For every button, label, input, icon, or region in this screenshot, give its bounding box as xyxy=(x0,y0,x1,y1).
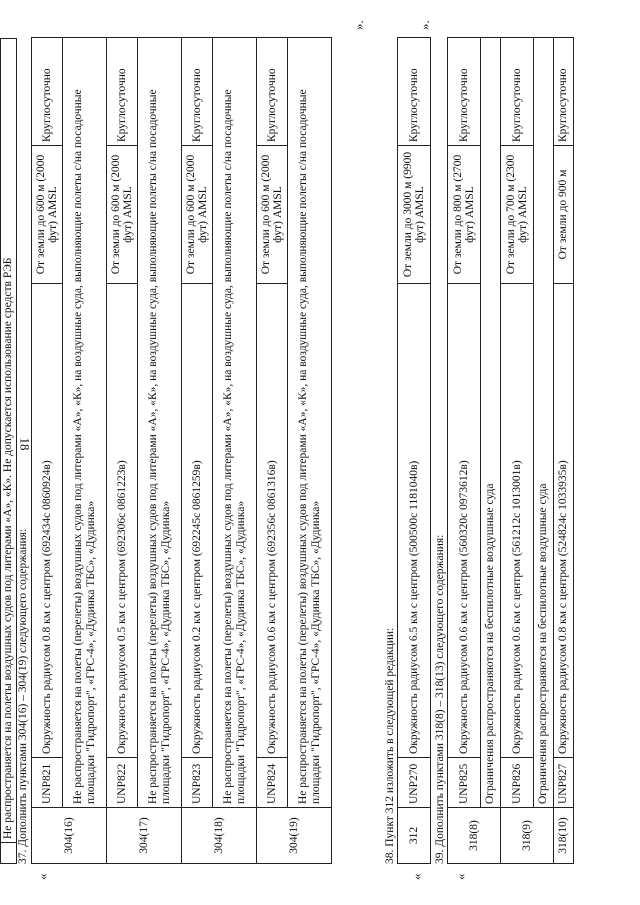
restriction-note: Не распространяется на полеты (перелеты) воздушных судов под литерами «А», «К», на воздушные суда, выполняющие полеты с/на посадочные площадки "Гидропорт", «ГРС-4», «Дудинка ТБС», «Дудинка» xyxy=(63,38,107,808)
zone-description: Окружность радиусом 0.5 км с центром (692306с 0861223в) xyxy=(107,284,138,758)
time-of-operation: Круглосуточно xyxy=(448,38,481,146)
zone-code: UNP821 xyxy=(32,758,63,808)
altitude-limit: От земли до 600 м (2000 фут) AMSL xyxy=(107,146,138,284)
zone-description: Окружность радиусом 0.8 км с центром (692434с 0860924в) xyxy=(32,284,63,758)
section-37-title: 37. Дополнить пунктами 304(16) – 304(19) следующего содержания: xyxy=(17,528,29,864)
close-quote: ». xyxy=(351,20,366,30)
row-number: 318(8) xyxy=(448,808,501,864)
zone-code: UNP827 xyxy=(554,758,574,808)
table-row xyxy=(1,39,17,864)
table-row xyxy=(288,38,332,864)
row-number: 318(9) xyxy=(501,808,554,864)
close-quote: ». xyxy=(417,20,432,30)
zone-description: Окружность радиусом 0.6 км с центром (561212с 1013001в) xyxy=(501,284,534,758)
zone-description: Окружность радиусом 0.2 км с центром (692245с 0861259в) xyxy=(182,284,213,758)
section-38-title: 38. Пункт 312 изложить в следующей редакции: xyxy=(384,627,396,864)
zone-description: Окружность радиусом 0.6 км с центром (560320с 0973612в) xyxy=(448,284,481,758)
time-of-operation: Круглосуточно xyxy=(501,38,534,146)
table-row xyxy=(501,38,534,864)
time-of-operation: Круглосуточно xyxy=(398,38,431,146)
open-quote: « xyxy=(409,873,424,880)
zone-code: UNP823 xyxy=(182,758,213,808)
restriction-note: Не распространяется на полеты (перелеты) воздушных судов под литерами «А», «К», на воздушные суда, выполняющие полеты с/на посадочные площадки "Гидропорт", «ГРС-4», «Дудинка ТБС», «Дудинка» xyxy=(288,38,332,808)
table-row xyxy=(554,38,574,864)
altitude-limit: От земли до 600 м (2000 фут) AMSL xyxy=(182,146,213,284)
open-quote: « xyxy=(453,873,468,880)
section-38-table xyxy=(397,37,431,864)
restriction-note: Не распространяется на полеты (перелеты) воздушных судов под литерами «А», «К», на воздушные суда, выполняющие полеты с/на посадочные площадки "Гидропорт", «ГРС-4», «Дудинка ТБС», «Дудинка» xyxy=(213,38,257,808)
restriction-note: Ограничения распространяются на беспилотные воздушные суда xyxy=(534,38,554,808)
altitude-limit: От земли до 700 м (2300 фут) AMSL xyxy=(501,146,534,284)
table-row xyxy=(138,38,182,864)
table-row xyxy=(257,38,288,864)
table-row xyxy=(63,38,107,864)
zone-description: Окружность радиусом 0.6 км с центром (692356с 0861316в) xyxy=(257,284,288,758)
altitude-limit: От земли до 600 м (2000 фут) AMSL xyxy=(257,146,288,284)
page-number: 18 xyxy=(17,437,33,451)
zone-code: UNP822 xyxy=(107,758,138,808)
restriction-note: Не распространяется на полеты (перелеты) воздушных судов под литерами «А», «К», на воздушные суда, выполняющие полеты с/на посадочные площадки "Гидропорт", «ГРС-4», «Дудинка ТБС», «Дудинка» xyxy=(138,38,182,808)
table-row xyxy=(107,38,138,864)
zone-description: Окружность радиусом 6.5 км с центром (500500с 1181040в) xyxy=(398,284,431,758)
empty-cell xyxy=(1,843,17,864)
section-39-table xyxy=(447,37,574,864)
row-number: 304(17) xyxy=(107,808,182,864)
row-number: 304(18) xyxy=(182,808,257,864)
rotated-page-content xyxy=(0,8,640,888)
time-of-operation: Круглосуточно xyxy=(32,38,63,146)
altitude-limit: От земли до 800 м (2700 фут) AMSL xyxy=(448,146,481,284)
table-row xyxy=(213,38,257,864)
table-row xyxy=(534,38,554,864)
zone-description: Окружность радиусом 0.8 км с центром (524824с 1033935в) xyxy=(554,284,574,758)
altitude-limit: От земли до 900 м xyxy=(554,146,574,284)
zone-code: UNP824 xyxy=(257,758,288,808)
time-of-operation: Круглосуточно xyxy=(257,38,288,146)
altitude-limit: От земли до 600 м (2000 фут) AMSL xyxy=(32,146,63,284)
row-number: 304(16) xyxy=(32,808,107,864)
open-quote: « xyxy=(35,873,50,880)
row-number: 312 xyxy=(398,808,431,864)
top-note: Не распространяется на полеты воздушных судов под литерами «А», «К». Не допускается использование средств РЭБ xyxy=(1,39,17,843)
time-of-operation: Круглосуточно xyxy=(554,38,574,146)
time-of-operation: Круглосуточно xyxy=(107,38,138,146)
zone-code: UNP270 xyxy=(398,758,431,808)
table-row xyxy=(448,38,481,864)
table-row xyxy=(182,38,213,864)
table-row xyxy=(481,38,501,864)
zone-code: UNP825 xyxy=(448,758,481,808)
table-row xyxy=(398,38,431,864)
section-37-table xyxy=(31,37,332,864)
zone-code: UNP826 xyxy=(501,758,534,808)
table-row xyxy=(32,38,63,864)
top-note-table xyxy=(0,38,17,864)
time-of-operation: Круглосуточно xyxy=(182,38,213,146)
row-number: 318(10) xyxy=(554,808,574,864)
row-number: 304(19) xyxy=(257,808,332,864)
restriction-note: Ограничения распространяются на беспилотные воздушные суда xyxy=(481,38,501,808)
section-39-title: 39. Дополнить пунктами 318(8) – 318(13) следующего содержания: xyxy=(434,534,446,864)
altitude-limit: От земли до 3000 м (9900 фут) AMSL xyxy=(398,146,431,284)
